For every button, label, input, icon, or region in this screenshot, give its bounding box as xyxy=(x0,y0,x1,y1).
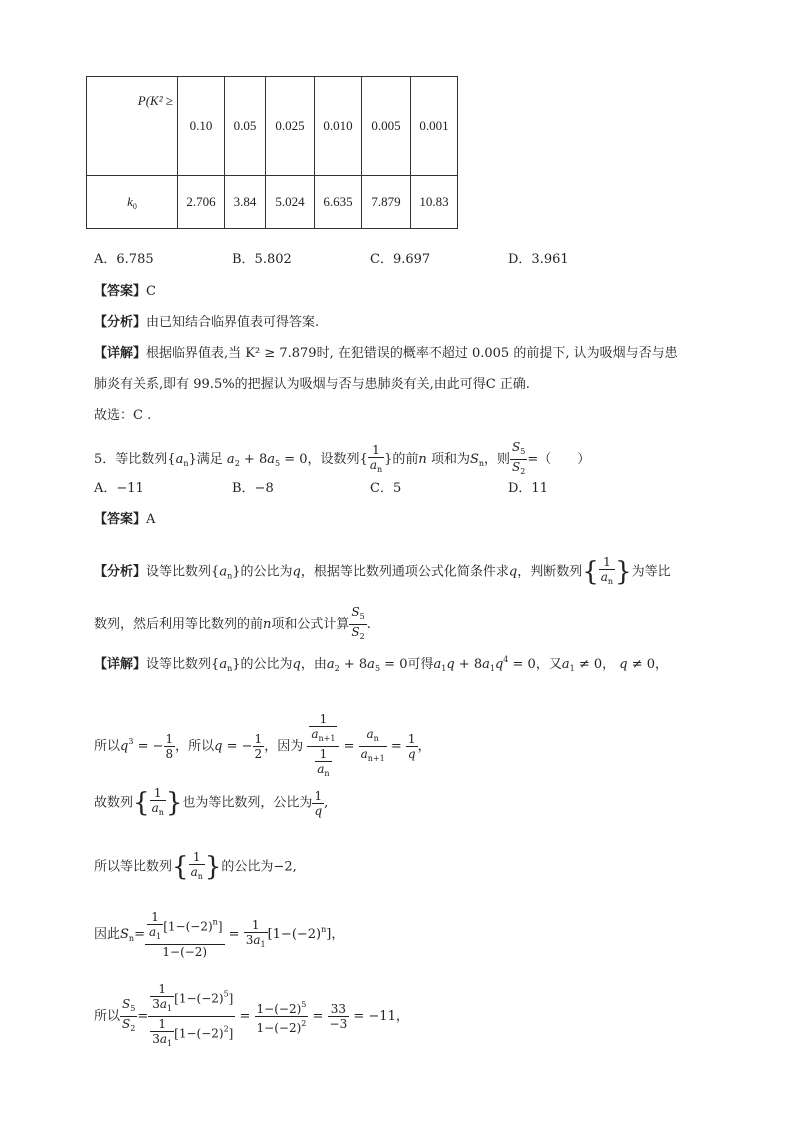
table-cell: 7.879 xyxy=(362,176,411,229)
q5-analysis-line-1: 【分析】设等比数列$\{a_n\}$的公比为q，根据等比数列通项公式化简条件求q，判断数列{ $\frac{1}{a_n}$ }为等比 xyxy=(94,555,671,587)
q4-detail-line-1: 【详解】根据临界值表,当 K² ≥ 7.879时, 在犯错误的概率不超过 0.005 的前提下, 认为吸烟与否与患 xyxy=(94,346,678,361)
math-fraction: $\frac{1}{a_n}$ xyxy=(151,786,164,817)
q4-detail-line-2: 肺炎有关系,即有 99.5%的把握认为吸烟与否与患肺炎有关,由此可得C 正确. xyxy=(94,377,530,392)
table-cell: 5.024 xyxy=(266,176,315,229)
table-cell: 0.010 xyxy=(315,77,362,176)
q5-detail-line-3: 故数列{ $\frac{1}{a_n}$ }也为等比数列，公比为 $\frac{1}{q}$ , xyxy=(94,786,329,818)
table-cell: 0.005 xyxy=(362,77,411,176)
math-fraction: $\frac{1}{q}$ xyxy=(407,732,416,761)
table-row xyxy=(87,77,458,176)
table-cell: 0.10 xyxy=(178,77,225,176)
math-fraction: $\frac{1}{3a_1}$ xyxy=(245,917,266,949)
math-fraction: $\frac{1}{a_n}$ xyxy=(369,442,383,474)
table-header-cell: $k_0$ xyxy=(87,176,178,229)
q5-detail-line-4: 所以等比数列{ $\frac{1}{a_n}$ }的公比为−2, xyxy=(94,850,297,882)
table-cell: 2.706 xyxy=(178,176,225,229)
math-fraction: $\frac{1}{2}$ xyxy=(254,732,263,761)
q5-options xyxy=(94,479,694,499)
math-fraction: $\frac{1}{3a_1}$ $[1-(-2)^5]$ $\frac{1}{3a_1}$ $[1-(-2)^2]$ xyxy=(148,982,235,1051)
table-header-cell xyxy=(87,77,178,176)
math-fraction: $\frac{1}{a_n}$ xyxy=(190,850,203,881)
option-b: B．5.802 xyxy=(232,252,292,267)
math: $\{a_n\}$ xyxy=(167,452,197,468)
math-fraction: $\frac{1}{a_1}$ $[1-(-2)^n]$ 1−(−2) xyxy=(145,910,225,959)
q5-detail-line-1: 【详解】设等比数列$\{a_n\}$的公比为q，由$a_2 + 8a_5 = 0$可得$a_1q + 8a_1q^4 = 0$，又$a_1 \ne 0$， q ≠ 0， xyxy=(94,655,669,673)
math-fraction: $\frac{1-(-2)^5}{1-(-2)^2}$ xyxy=(256,1000,307,1035)
math-fraction: $\frac{\frac{1}{a_{n+1}}}{\frac{1}{a_n}}$ xyxy=(307,712,339,781)
q4-analysis: 【分析】由已知结合临界值表可得答案. xyxy=(94,315,320,330)
critical-value-table xyxy=(86,76,458,229)
table-cell: 3.84 xyxy=(225,176,266,229)
option-b: B．−8 xyxy=(232,481,274,496)
q5-analysis-line-2: 数列，然后利用等比数列的前n项和公式计算 $\frac{S_5}{S_2}$ . xyxy=(94,605,371,644)
table-cell: 6.635 xyxy=(315,176,362,229)
table-cell: 10.83 xyxy=(411,176,458,229)
math-fraction: $\frac{33}{-3}$ xyxy=(329,1002,348,1031)
option-c: C．5 xyxy=(370,481,402,496)
option-d: D．11 xyxy=(508,481,548,496)
q4-answer: 【答案】C xyxy=(94,284,156,299)
table-cell: 0.05 xyxy=(225,77,266,176)
option-a: A．−11 xyxy=(94,481,144,496)
option-c: C．9.697 xyxy=(370,252,431,267)
q5-detail-line-2: 所以$q^3$ = − $\frac{1}{8}$ ，所以q = − $\frac{1}{2}$ ，因为 $\frac{\frac{1}{a_{n+1}}}{\frac{1}{a_n}}$ = $\frac{a_n}{a_{n+1}}$ = $\frac{1}{q}$ ， xyxy=(94,712,431,781)
probability-label: P(K² ≥ xyxy=(137,93,173,108)
math-fraction: $\frac{S_5}{S_2}$ xyxy=(122,997,136,1033)
table-row xyxy=(87,176,458,229)
q4-choose: 故选：C . xyxy=(94,408,152,423)
math-fraction: $\frac{a_n}{a_{n+1}}$ xyxy=(360,727,385,763)
math-fraction: $\frac{1}{a_n}$ xyxy=(600,555,614,586)
table-cell: 0.025 xyxy=(266,77,315,176)
q5-detail-line-6: 所以 $\frac{S_5}{S_2}$ = $\frac{1}{3a_1}$ $[1-(-2)^5]$ $\frac{1}{3a_1}$ $[1-(-2)^2]$ = $\frac{1-(-2)^5}{1-(-2)^2}$ = $\frac{33}{-3}$ = −11， xyxy=(94,982,409,1051)
option-a: A．6.785 xyxy=(94,252,154,267)
table-cell: 0.001 xyxy=(411,77,458,176)
math: $a_2 + 8a_5 = 0$ xyxy=(226,452,308,468)
q5-answer: 【答案】A xyxy=(94,512,156,527)
q4-options xyxy=(94,250,694,270)
math-fraction: $\frac{1}{q}$ xyxy=(314,788,323,818)
q5-detail-line-5: 因此$S_n=$ $\frac{1}{a_1}$ $[1-(-2)^n]$ 1−(−2) = $\frac{1}{3a_1}$ $[1-(-2)^n]$， xyxy=(94,910,345,959)
math-fraction: $\frac{S_5}{S_2}$ xyxy=(512,440,526,476)
math-fraction: $\frac{S_5}{S_2}$ xyxy=(351,605,365,641)
q5-stem: 5．等比数列$\{a_n\}$满足 $a_2 + 8a_5 = 0$，设数列{ $\frac{1}{a_n}$ }的前n 项和为$S_n$，则 $\frac{S_5}{S_2}$ =（ ） xyxy=(94,440,590,479)
option-d: D．3.961 xyxy=(508,252,569,267)
math-fraction: $\frac{1}{8}$ xyxy=(165,732,174,761)
